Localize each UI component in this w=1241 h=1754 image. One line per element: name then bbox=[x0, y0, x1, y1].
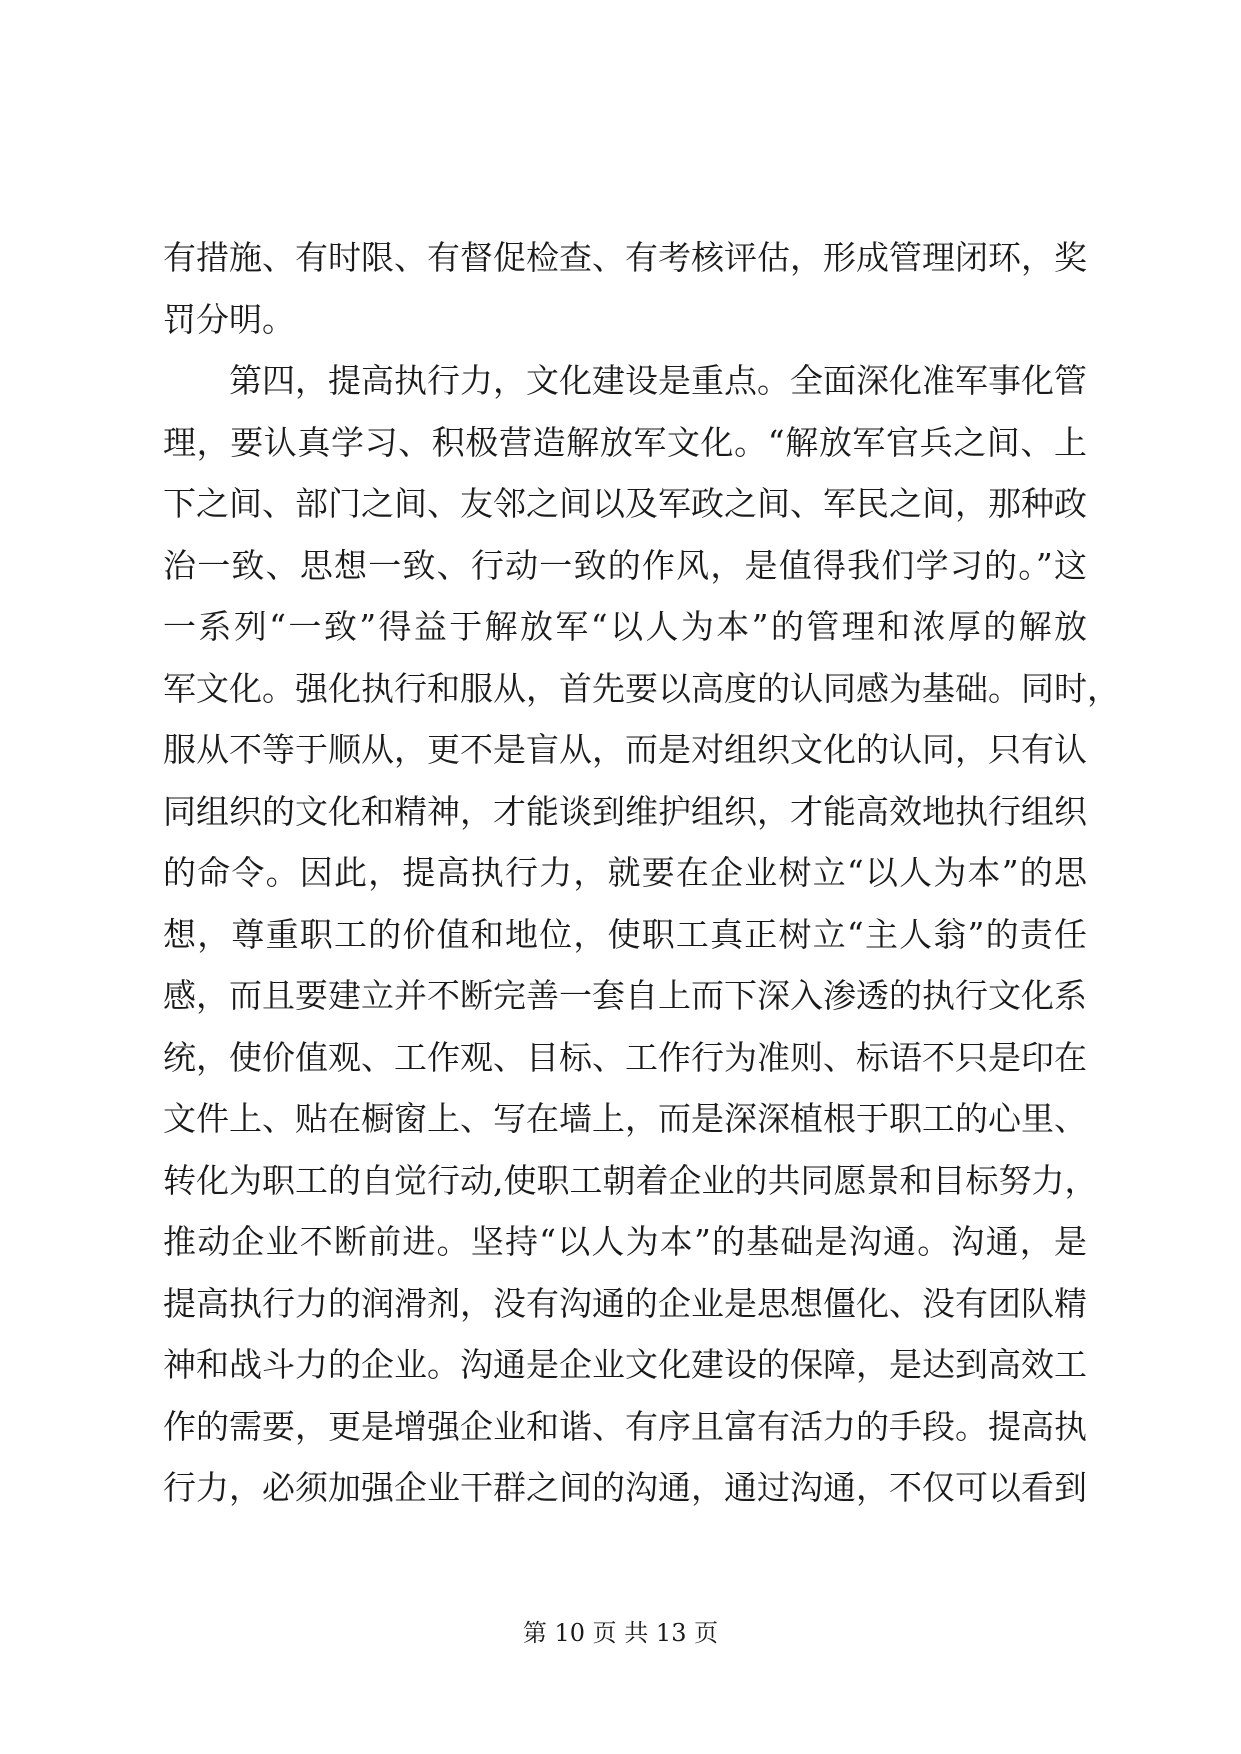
text-line: 转化为职工的自觉行动,使职工朝着企业的共同愿景和目标努力， bbox=[163, 1160, 1098, 1200]
text-line: 统，使价值观、工作观、目标、工作行为准则、标语不只是印在 bbox=[163, 1037, 1087, 1077]
text-line: 的命令。因此，提高执行力，就要在企业树立“以人为本”的思 bbox=[163, 853, 1087, 892]
page-number-footer: 第 10 页 共 13 页 bbox=[522, 1619, 719, 1647]
text-line: 有措施、有时限、有督促检查、有考核评估，形成管理闭环，奖 bbox=[163, 238, 1087, 277]
text-line: 同组织的文化和精神，才能谈到维护组织，才能高效地执行组织 bbox=[163, 791, 1087, 831]
text-line: 下之间、部门之间、友邻之间以及军政之间、军民之间，那种政 bbox=[163, 484, 1087, 523]
text-line: 神和战斗力的企业。沟通是企业文化建设的保障，是达到高效工 bbox=[163, 1345, 1087, 1384]
text-line: 提高执行力的润滑剂，没有沟通的企业是思想僵化、没有团队精 bbox=[163, 1283, 1087, 1323]
text-line: 一系列“一致”得益于解放军“以人为本”的管理和浓厚的解放 bbox=[163, 607, 1087, 646]
text-line: 感，而且要建立并不断完善一套自上而下深入渗透的执行文化系 bbox=[163, 976, 1087, 1015]
text-line: 服从不等于顺从，更不是盲从，而是对组织文化的认同，只有认 bbox=[163, 730, 1087, 769]
paragraph-first-line: 第四，提高执行力，文化建设是重点。全面深化准军事化管 bbox=[229, 361, 1087, 400]
document-body bbox=[163, 227, 1120, 1519]
text-line: 想，尊重职工的价值和地位，使职工真正树立“主人翁”的责任 bbox=[163, 914, 1087, 954]
text-line: 文件上、贴在橱窗上、写在墙上，而是深深植根于职工的心里、 bbox=[163, 1099, 1087, 1138]
text-line: 理，要认真学习、积极营造解放军文化。“解放军官兵之间、上 bbox=[163, 422, 1087, 462]
text-line: 罚分明。 bbox=[163, 299, 295, 339]
text-line: 推动企业不断前进。坚持“以人为本”的基础是沟通。沟通，是 bbox=[163, 1222, 1087, 1261]
text-line: 军文化。强化执行和服从，首先要以高度的认同感为基础。同时， bbox=[163, 668, 1120, 708]
text-line: 治一致、思想一致、行动一致的作风，是值得我们学习的。”这 bbox=[163, 545, 1087, 585]
text-line: 行力，必须加强企业干群之间的沟通，通过沟通，不仅可以看到 bbox=[163, 1468, 1087, 1507]
text-line: 作的需要，更是增强企业和谐、有序且富有活力的手段。提高执 bbox=[163, 1406, 1087, 1446]
